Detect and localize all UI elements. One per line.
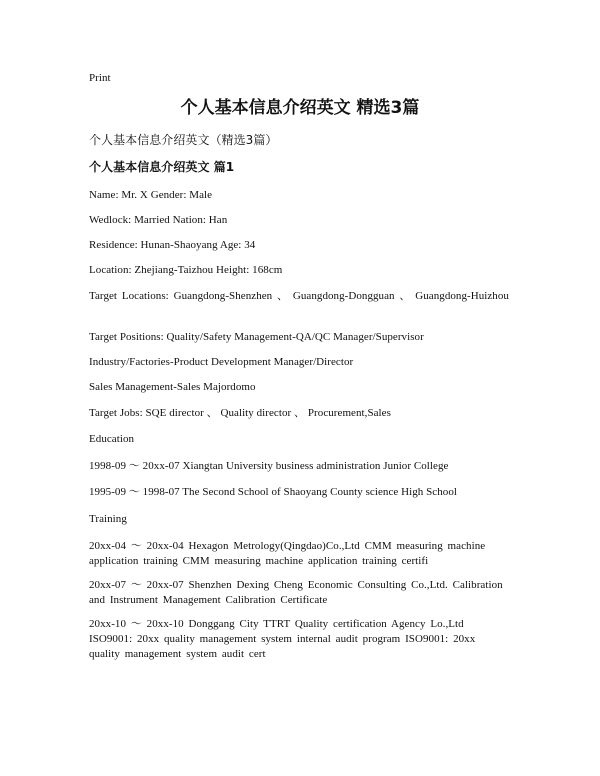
location-height-line: Location: Zhejiang-Taizhou Height: 168cm — [89, 264, 283, 276]
industry-line: Industry/Factories-Product Development Manager/Director — [89, 356, 354, 368]
document-title: 个人基本信息介绍英文 精选3篇 — [180, 98, 420, 118]
name-gender-line: Name: Mr. X Gender: Male — [89, 189, 213, 201]
section-heading: 个人基本信息介绍英文 篇1 — [89, 160, 235, 174]
training-heading: Training — [89, 513, 127, 525]
education-heading: Education — [89, 433, 135, 445]
wedlock-nation-line: Wedlock: Married Nation: Han — [89, 214, 228, 226]
target-jobs-line: Target Jobs: SQE director 、 Quality director 、 Procurement,Sales — [89, 407, 391, 419]
training-entry-2: 20xx-07 ～ 20xx-07 Shenzhen Dexing Cheng Economic Consulting Co.,Ltd. Calibration and Instrument Management Calibration Certificate — [89, 579, 503, 606]
residence-age-line: Residence: Hunan-Shaoyang Age: 34 — [89, 239, 256, 251]
print-label[interactable]: Print — [89, 72, 111, 84]
training-entry-1: 20xx-04 ～ 20xx-04 Hexagon Metrology(Qingdao)Co.,Ltd CMM measuring machine application training CMM measuring machine application training certifi — [89, 540, 486, 567]
sales-management-line: Sales Management-Sales Majordomo — [89, 381, 256, 393]
training-entry-3: 20xx-10 ～ 20xx-10 Donggang City TTRT Quality certification Agency Lo.,Ltd ISO9001: 20xx quality management system internal audit program ISO9001: 20xx quality management system audit cert — [89, 618, 476, 660]
document-subtitle: 个人基本信息介绍英文（精选3篇） — [89, 133, 278, 147]
education-entry-1: 1998-09 ～ 20xx-07 Xiangtan University business administration Junior College — [89, 460, 449, 472]
target-locations-line: Target Locations: Guangdong-Shenzhen 、 Guangdong-Dongguan 、 Guangdong-Huizhou — [89, 290, 509, 302]
target-positions-line: Target Positions: Quality/Safety Management-QA/QC Manager/Supervisor — [89, 331, 424, 343]
education-entry-2: 1995-09 ～ 1998-07 The Second School of Shaoyang County science High School — [89, 486, 457, 498]
